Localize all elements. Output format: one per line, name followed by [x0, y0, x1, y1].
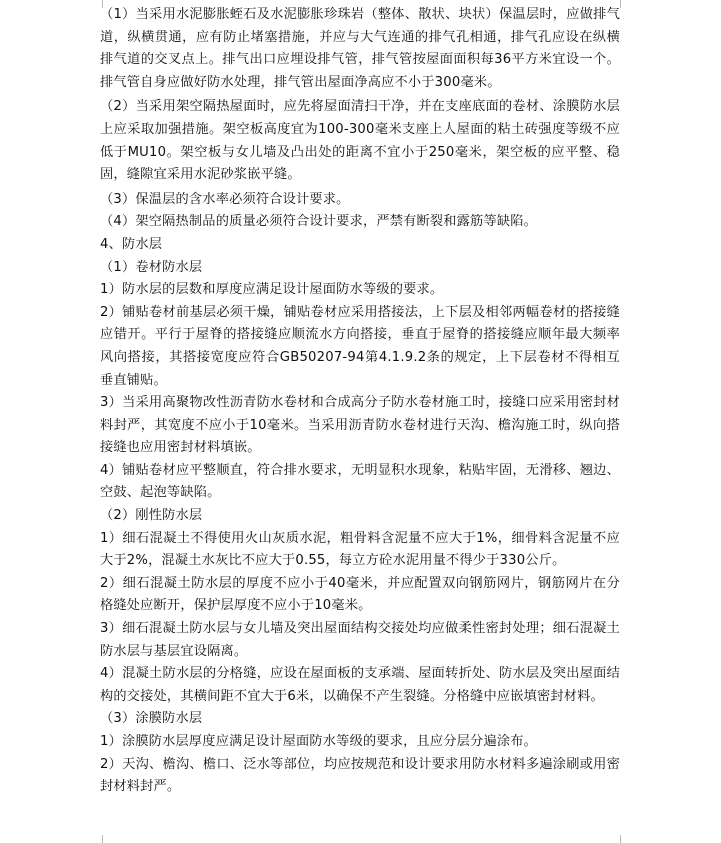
document-body	[100, 4, 620, 799]
paragraph: 1）细石混凝土不得使用火山灰质水泥，粗骨料含泥量不应大于1%，细骨料含泥量不应大于2%，混凝土水灰比不应大于0.55，每立方砼水泥用量不得少于330公斤。	[100, 530, 620, 569]
crop-mark-bottom-right	[620, 835, 631, 843]
crop-mark-top-right	[620, 0, 631, 8]
paragraph: 3）细石混凝土防水层与女儿墙及突出屋面结构交接处均应做柔性密封处理；细石混凝土防水层与基层宜设隔离。	[100, 621, 620, 659]
paragraph: 4）混凝土防水层的分格缝，应设在屋面板的支承端、屋面转折处、防水层及突出屋面结构的交接处，其横间距不宜大于6米，以确保不产生裂缝。分格缝中应嵌填密封材料。	[100, 666, 620, 704]
paragraph: （1）当采用水泥膨胀蛭石及水泥膨胀珍珠岩（整体、散状、块状）保温层时，应做排气道，纵横贯通，应有防止堵塞措施，并应与大气连通的排气孔相通，排气孔应设在纵横排气道的交叉点上。排气出口应埋设排气管，排气管按屋面面积每36平方米宜设一个。排气管自身应做好防水处理，排气管出屋面净高应不小于300毫米。	[100, 7, 620, 90]
subsection-heading: （1）卷材防水层	[100, 259, 203, 275]
paragraph: 3）当采用高聚物改性沥青防水卷材和合成高分子防水卷材施工时，接缝口应采用密封材料封严，其宽度不应小于10毫米。当采用沥青防水卷材进行天沟、檐沟施工时，纵向搭接缝也应用密封材料填嵌。	[100, 395, 620, 456]
section-heading: 4、防水层	[100, 236, 163, 252]
subsection-heading: （3）涂膜防水层	[100, 711, 203, 727]
paragraph: 4）铺贴卷材应平整顺直，符合排水要求，无明显积水现象，粘贴牢固，无滑移、翘边、空鼓、起泡等缺陷。	[100, 462, 620, 501]
paragraph: 2）天沟、檐沟、檐口、泛水等部位，均应按规范和设计要求用防水材料多遍涂刷或用密封材料封严。	[100, 756, 620, 795]
paragraph: 2）细石混凝土防水层的厚度不应小于40毫米，并应配置双向钢筋网片，钢筋网片在分格缝处应断开，保护层厚度不应小于10毫米。	[100, 575, 620, 614]
paragraph: （4）架空隔热制品的质量必须符合设计要求，严禁有断裂和露筋等缺陷。	[100, 214, 537, 230]
crop-mark-bottom-left	[92, 835, 103, 843]
paragraph: 1）防水层的层数和厚度应满足设计屋面防水等级的要求。	[100, 282, 444, 298]
paragraph: （2）当采用架空隔热屋面时，应先将屋面清扫干净，并在支座底面的卷材、涂膜防水层上应采取加强措施。架空板高度宜为100-300毫米支座上人屋面的粘土砖强度等级不应低于MU10。架空板与女儿墙及凸出处的距离不宜小于250毫米，架空板的应平整、稳固，缝隙宜采用水泥砂浆嵌平缝。	[100, 99, 620, 183]
subsection-heading: （2）刚性防水层	[100, 508, 203, 524]
paragraph: （3）保温层的含水率必须符合设计要求。	[100, 191, 350, 207]
paragraph: 1）涂膜防水层厚度应满足设计屋面防水等级的要求，且应分层分遍涂布。	[100, 734, 537, 749]
paragraph: 2）铺贴卷材前基层必须干燥，铺贴卷材应采用搭接法，上下层及相邻两幅卷材的搭接缝应错开。平行于屋脊的搭接缝应顺流水方向搭接，垂直于屋脊的搭接缝应顺年最大频率风向搭接，其搭接宽度应符合GB50207-94第4.1.9.2条的规定，上下层卷材不得相互垂直铺贴。	[100, 304, 620, 388]
